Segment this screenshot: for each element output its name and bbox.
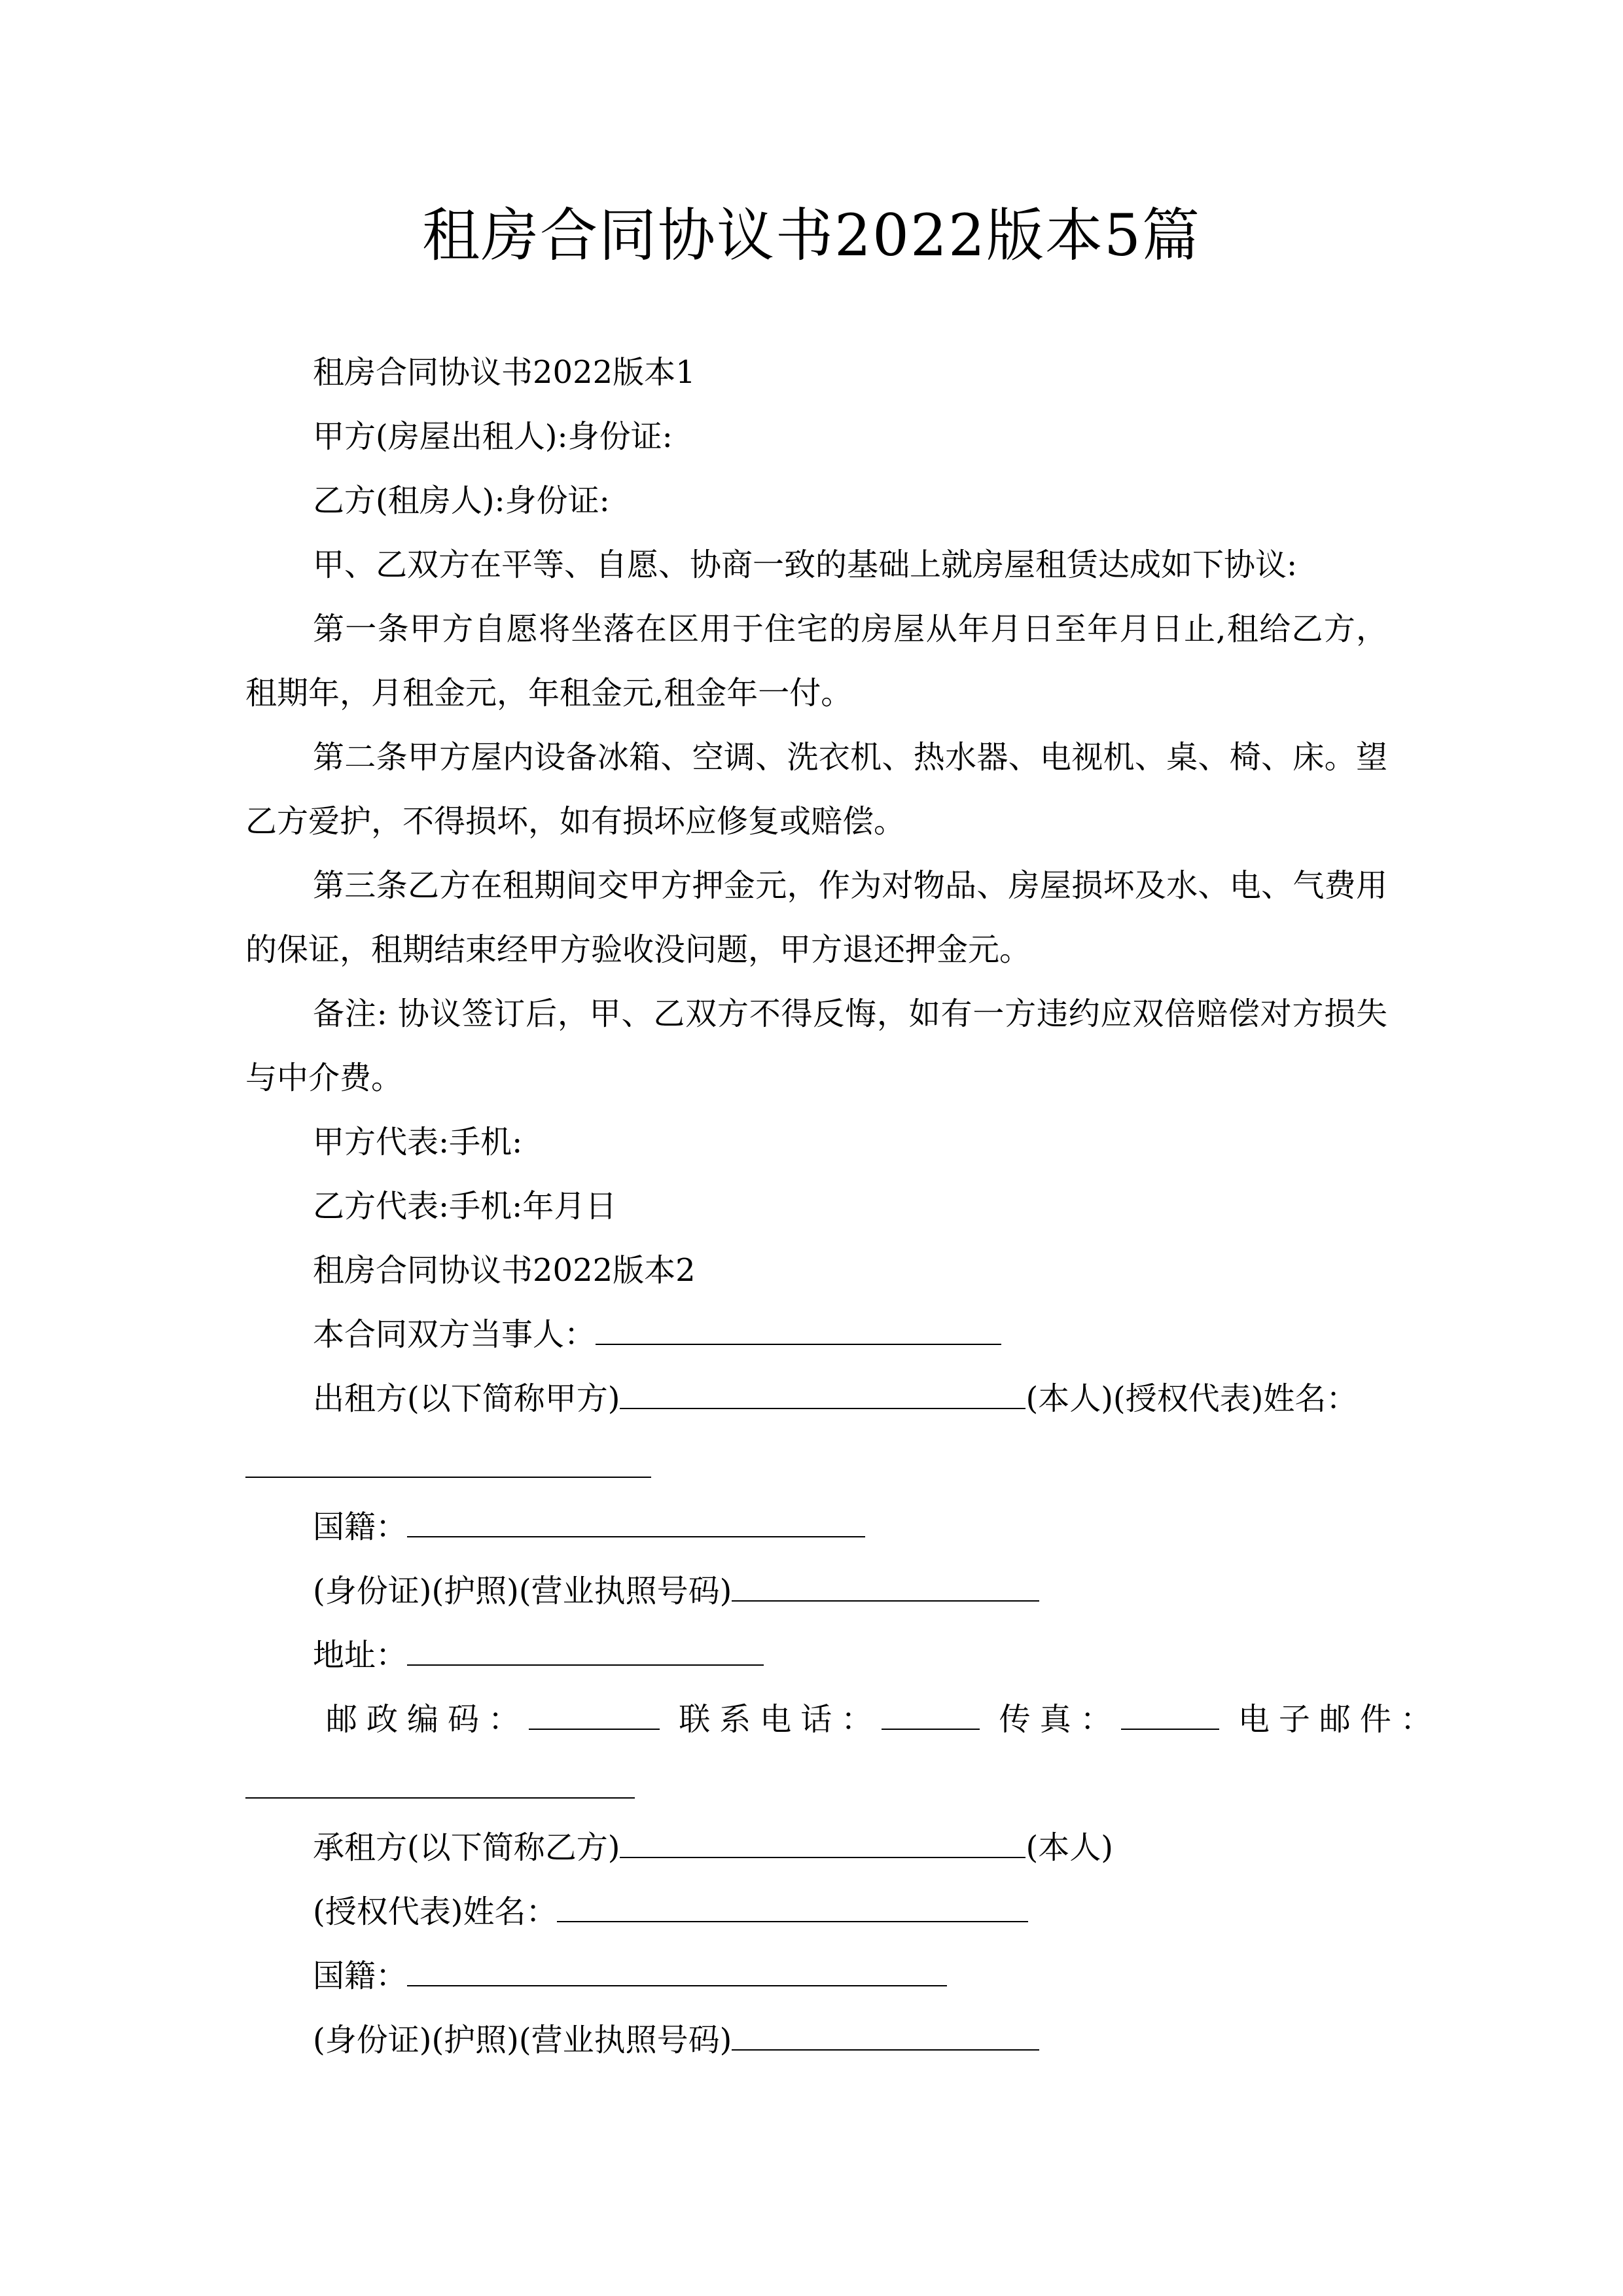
lessor-suffix: (本人)(授权代表)姓名： — [1026, 1380, 1358, 1417]
address-label: 地址： — [313, 1637, 408, 1674]
email-blank-line — [245, 1751, 1387, 1816]
lessor-label: 出租方(以下简称甲方) — [313, 1380, 620, 1417]
id-docs-b-label: (身份证)(护照)(营业执照号码) — [313, 2022, 732, 2058]
article-1: 第一条甲方自愿将坐落在区用于住宅的房屋从年月日至年月日止,租给乙方，租期年，月租金元，年租金元,租金年一付。 — [245, 611, 1387, 711]
lessee-blank — [620, 1825, 1026, 1858]
id-docs-b-blank — [732, 2018, 1039, 2051]
authorized-name-blank — [557, 1890, 1028, 1922]
email-blank — [245, 1797, 635, 1799]
lessee-label: 承租方(以下简称乙方) — [313, 1829, 620, 1866]
parties-line — [245, 1302, 1387, 1367]
address-blank — [407, 1633, 764, 1666]
document-body — [245, 340, 1441, 2072]
email-label: 电子邮件： — [1238, 1701, 1441, 1738]
fax-label: 传真： — [999, 1701, 1121, 1738]
nationality-b-line — [245, 1944, 1387, 2008]
rep-a-line: 甲方代表:手机: — [313, 1124, 523, 1160]
authorized-name-label: (授权代表)姓名： — [313, 1893, 558, 1930]
id-docs-b-line — [245, 2008, 1387, 2072]
intro-paragraph: 甲、乙双方在平等、自愿、协商一致的基础上就房屋租赁达成如下协议: — [313, 547, 1298, 583]
postcode-blank — [529, 1697, 660, 1730]
phone-blank — [882, 1697, 980, 1730]
lessor-name-line — [245, 1431, 1387, 1495]
address-line — [245, 1623, 1387, 1687]
lessor-line — [245, 1367, 1387, 1431]
id-docs-label: (身份证)(护照)(营业执照号码) — [313, 1573, 732, 1609]
note-paragraph: 备注: 协议签订后，甲、乙双方不得反悔，如有一方违约应双倍赔偿对方损失与中介费。 — [245, 996, 1387, 1096]
nationality-b-label: 国籍： — [313, 1958, 408, 1994]
nationality-label: 国籍： — [313, 1509, 408, 1545]
article-2: 第二条甲方屋内设备冰箱、空调、洗衣机、热水器、电视机、桌、椅、床。望乙方爱护，不得损坏，如有损坏应修复或赔偿。 — [245, 739, 1387, 840]
postcode-label: 邮政编码： — [326, 1701, 529, 1738]
contact-line — [245, 1687, 1441, 1751]
authorized-name-line — [245, 1880, 1387, 1944]
nationality-blank — [407, 1505, 865, 1537]
lessee-line — [245, 1816, 1387, 1880]
lessee-suffix: (本人) — [1026, 1829, 1113, 1866]
section1-heading: 租房合同协议书2022版本1 — [313, 354, 696, 391]
phone-label: 联系电话： — [679, 1701, 882, 1738]
party-a-line: 甲方(房屋出租人):身份证: — [313, 418, 673, 455]
id-docs-blank — [732, 1569, 1039, 1602]
parties-label: 本合同双方当事人： — [313, 1316, 596, 1353]
rep-b-line: 乙方代表:手机:年月日 — [313, 1188, 617, 1225]
lessor-name-blank — [245, 1477, 651, 1478]
document-title: 租房合同协议书2022版本5篇 — [422, 202, 1201, 269]
id-docs-line — [245, 1559, 1387, 1623]
parties-blank — [596, 1312, 1001, 1345]
fax-blank — [1121, 1697, 1219, 1730]
nationality-b-blank — [407, 1954, 947, 1986]
article-3: 第三条乙方在租期间交甲方押金元，作为对物品、房屋损坏及水、电、气费用的保证，租期结束经甲方验收没问题，甲方退还押金元。 — [245, 867, 1387, 968]
nationality-line — [245, 1495, 1387, 1559]
lessor-blank — [620, 1376, 1026, 1409]
party-b-line: 乙方(租房人):身份证: — [313, 482, 610, 519]
section2-heading: 租房合同协议书2022版本2 — [313, 1252, 696, 1289]
